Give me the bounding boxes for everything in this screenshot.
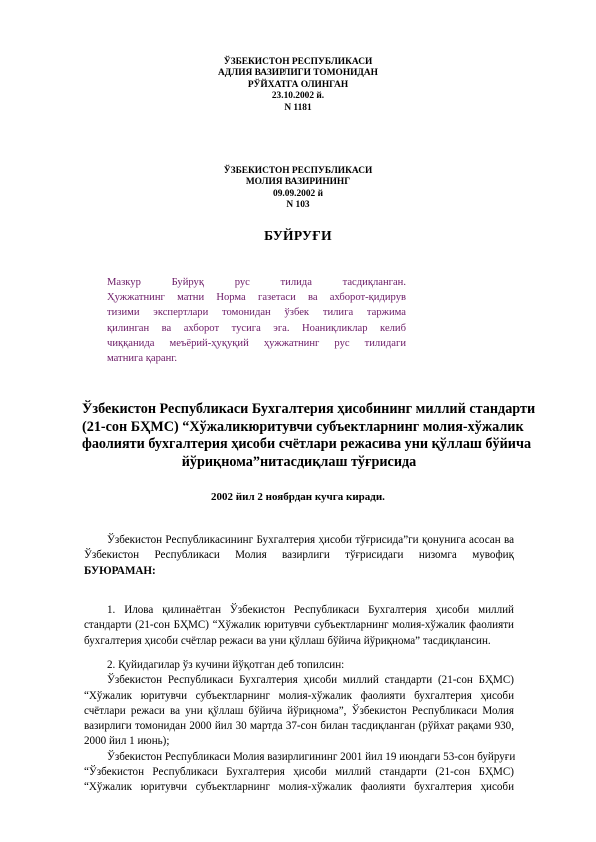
- paragraph-line: 1. Илова қилинаётган Ўзбекистон Республикаси Бухгалтерия ҳисоби миллий: [107, 604, 514, 616]
- title-line: йўриқнома”нитасдиқлаш тўғрисида: [181, 453, 417, 470]
- note-line: қилинган ва ахборот тусига эга. Ноаниқликлар келиб: [107, 322, 406, 334]
- paragraph-line: Ўзбекистон Республикаси Бухгалтерия ҳисоби миллий стандарти (21-сон БҲМС): [107, 674, 514, 687]
- paragraph-line: 2. Қуйидагилар ўз кучини йўқотган деб топилсин:: [107, 659, 345, 671]
- title-line: (21-сон БҲМС) “Хўжаликюритувчи субъектларнинг молия-хўжалик: [82, 418, 524, 435]
- registration-line-1: ЎЗБЕКИСТОН РЕСПУБЛИКАСИ: [223, 57, 373, 67]
- paragraph-line: 2000 йил 1 июнь);: [84, 735, 170, 748]
- ministry-line-1: ЎЗБЕКИСТОН РЕСПУБЛИКАСИ: [223, 166, 373, 176]
- paragraph-line: счётлари режаси ва уни қўллаш бўйича йўриқнома”, Ўзбекистон Республикаси Молия: [84, 704, 514, 717]
- registration-line-3: РЎЙХАТГА ОЛИНГАН: [247, 79, 349, 90]
- ministry-number: N 103: [286, 200, 310, 211]
- paragraph-item-2: [84, 658, 514, 796]
- note-line: тизими экспертлари томонидан ўзбек тилига таржима: [107, 307, 406, 319]
- ministry-header: [0, 166, 596, 212]
- paragraph-line: “Хўжалик юритувчи субъектларнинг молия-хўжалик фаолияти бухгалтерия ҳисоби: [84, 689, 514, 702]
- translation-note: [107, 275, 406, 366]
- paragraph-item-1: [84, 603, 514, 649]
- registration-date: 23.10.2002 й.: [271, 91, 325, 102]
- paragraph-line: бухгалтерия ҳисоби счётлар режаси ва уни қўллаш бўйича йўриқнома” тасдиқлансин.: [84, 634, 491, 647]
- paragraph-line: Ўзбекистон Республикасининг Бухгалтерия ҳисоби тўғрисида”ги қонунига асосан ва: [107, 534, 514, 546]
- decree-word: БУЮРАМАН:: [84, 564, 156, 577]
- note-line: матнига қаранг.: [107, 353, 178, 365]
- paragraph-line: Ўзбекистон Республикаси Молия вазирлигининг 2001 йил 19 июндаги 53-сон буйруғи: [107, 750, 516, 763]
- title-line: Ўзбекистон Республикаси Бухгалтерия ҳисобининг миллий стандарти: [82, 401, 536, 417]
- paragraph-line: вазирлиги томонидан 2000 йил 30 мартда 37-сон билан тасдиқланган (рўйхат рақами 930,: [84, 720, 514, 733]
- registration-line-2: АДЛИЯ ВАЗИРЛИГИ ТОМОНИДАН: [218, 68, 378, 79]
- effective-date: 2002 йил 2 ноябрдан кучга киради.: [211, 491, 385, 503]
- paragraph-line: Ўзбекистон Республикаси Молия вазирлиги тўғрисидаги низомга мувофиқ: [84, 549, 514, 562]
- ministry-line-2: МОЛИЯ ВАЗИРИНИНГ: [245, 177, 351, 188]
- registration-number: N 1181: [284, 102, 312, 113]
- paragraph-basis: [84, 533, 514, 579]
- note-line: Мазкур Буйруқ рус тилида тасдиқланган.: [107, 277, 406, 288]
- paragraph-line: “Хўжалик юритувчи субъектларнинг молия-хўжалик фаолияти бухгалтерия ҳисоби: [84, 781, 514, 794]
- paragraph-line: “Ўзбекистон Республикаси Бухгалтерия ҳисоби миллий стандарти (21-сон БҲМС): [84, 766, 514, 779]
- registration-stamp: [0, 57, 596, 114]
- note-line: чиққанида меъёрий-ҳуқуқий ҳужжатнинг рус тилидаги: [107, 337, 406, 349]
- ministry-date: 09.09.2002 й: [273, 188, 323, 199]
- note-line: Ҳужжатнинг матни Норма газетаси ва ахборот-қидирув: [107, 292, 406, 304]
- paragraph-line: стандарти (21-сон БҲМС) “Хўжалик юритувчи субъектларнинг молия-хўжалик фаолияти: [84, 619, 514, 632]
- order-title: БУЙРУҒИ: [264, 228, 332, 243]
- title-line: фаолияти бухгалтерия ҳисоби счётлари режасива уни қўллаш бўйича: [82, 436, 532, 453]
- document-title: [82, 401, 536, 471]
